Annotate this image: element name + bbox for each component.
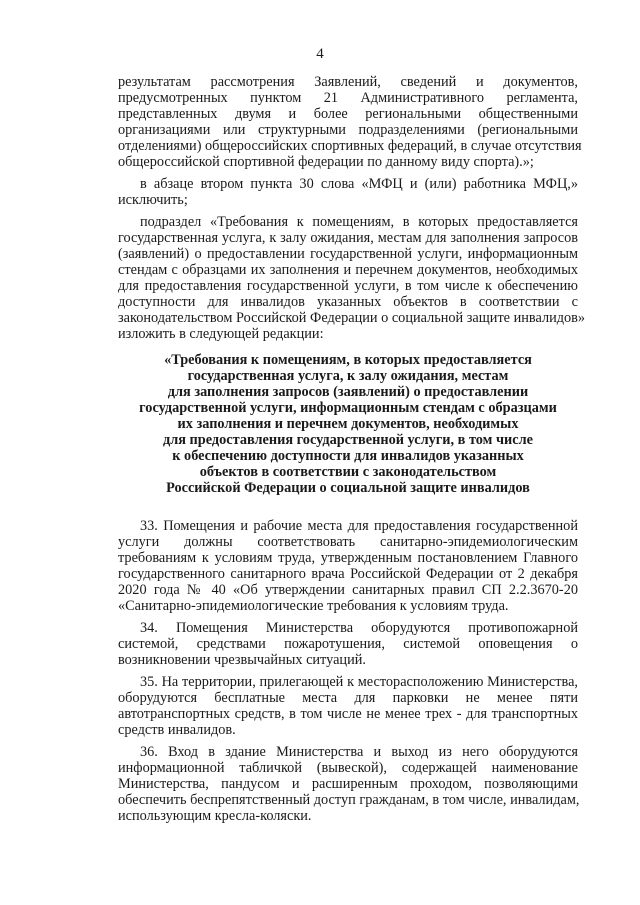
- text-line: государственного санитарного врача Российской Федерации от 2 декабря: [118, 566, 578, 582]
- section-heading-line: их заполнения и перечнем документов, необходимых: [177, 416, 519, 432]
- text-line: исключить;: [118, 192, 188, 208]
- text-line: отделениями) общероссийских спортивных федераций, в случае отсутствия: [118, 138, 582, 154]
- page-number: 4: [316, 46, 324, 62]
- text-line: в абзаце втором пункта 30 слова «МФЦ и (или) работника МФЦ,»: [140, 176, 578, 192]
- text-line: (заявлений) о предоставлении государственной услуги, информационным: [118, 246, 578, 262]
- text-line: 33. Помещения и рабочие места для предоставления государственной: [140, 518, 578, 534]
- text-line: Министерства, пандусом и расширенным проходом, позволяющими: [118, 776, 578, 792]
- section-heading-line: объектов в соответствии с законодательством: [199, 464, 497, 480]
- text-line: для предоставления государственной услуги, в том числе к обеспечению: [118, 278, 578, 294]
- text-line: автотранспортных средств, в том числе не менее трех - для транспортных: [118, 706, 578, 722]
- section-heading-line: государственная услуга, к залу ожидания, местам: [187, 368, 509, 384]
- text-line: возникновении чрезвычайных ситуаций.: [118, 652, 366, 668]
- text-line: подраздел «Требования к помещениям, в которых предоставляется: [140, 214, 578, 230]
- text-line: изложить в следующей редакции:: [118, 326, 324, 342]
- section-heading-line: для предоставления государственной услуги, в том числе: [163, 432, 533, 448]
- text-line: средств инвалидов.: [118, 722, 236, 738]
- text-line: системой, средствами пожаротушения, системой оповещения о: [118, 636, 578, 652]
- text-line: использующим кресла-коляски.: [118, 808, 312, 824]
- text-line: обеспечить беспрепятственный доступ гражданам, в том числе, инвалидам,: [118, 792, 580, 808]
- section-heading-line: «Требования к помещениям, в которых предоставляется: [164, 352, 532, 368]
- section-heading-line: Российской Федерации о социальной защите инвалидов: [166, 480, 530, 496]
- text-line: оборудуются бесплатные места для парковки не менее пяти: [118, 690, 578, 706]
- text-line: законодательством Российской Федерации о социальной защите инвалидов»: [118, 310, 586, 326]
- text-line: требованиям к условиям труда, утвержденным постановлением Главного: [118, 550, 578, 566]
- section-heading-line: к обеспечению доступности для инвалидов указанных: [172, 448, 524, 464]
- text-line: государственная услуга, к залу ожидания, местам для заполнения запросов: [118, 230, 578, 246]
- text-line: представленных двумя и более региональными общественными: [118, 106, 578, 122]
- text-line: организациями или структурными подразделениями (региональными: [118, 122, 578, 138]
- text-line: 35. На территории, прилегающей к месторасположению Министерства,: [140, 674, 578, 690]
- text-line: предусмотренных пунктом 21 Административного регламента,: [118, 90, 578, 106]
- text-line: доступности для инвалидов указанных объектов в соответствии с: [118, 294, 578, 310]
- text-line: стендам с образцами их заполнения и перечнем документов, необходимых: [118, 262, 578, 278]
- text-line: общероссийской спортивной федерации по данному виду спорта).»;: [118, 154, 534, 170]
- text-line: 2020 года № 40 «Об утверждении санитарных правил СП 2.2.3670-20: [118, 582, 578, 598]
- section-heading-line: для заполнения запросов (заявлений) о предоставлении: [167, 384, 529, 400]
- text-line: информационной табличкой (вывеской), содержащей наименование: [118, 760, 578, 776]
- text-line: «Санитарно-эпидемиологические требования к условиям труда.: [118, 598, 509, 614]
- text-line: 36. Вход в здание Министерства и выход из него оборудуются: [140, 744, 578, 760]
- text-line: 34. Помещения Министерства оборудуются противопожарной: [140, 620, 578, 636]
- text-line: услуги должны соответствовать санитарно-эпидемиологическим: [118, 534, 578, 550]
- section-heading-line: государственной услуги, информационным стендам с образцами: [139, 400, 557, 416]
- text-line: результатам рассмотрения Заявлений, сведений и документов,: [118, 74, 578, 90]
